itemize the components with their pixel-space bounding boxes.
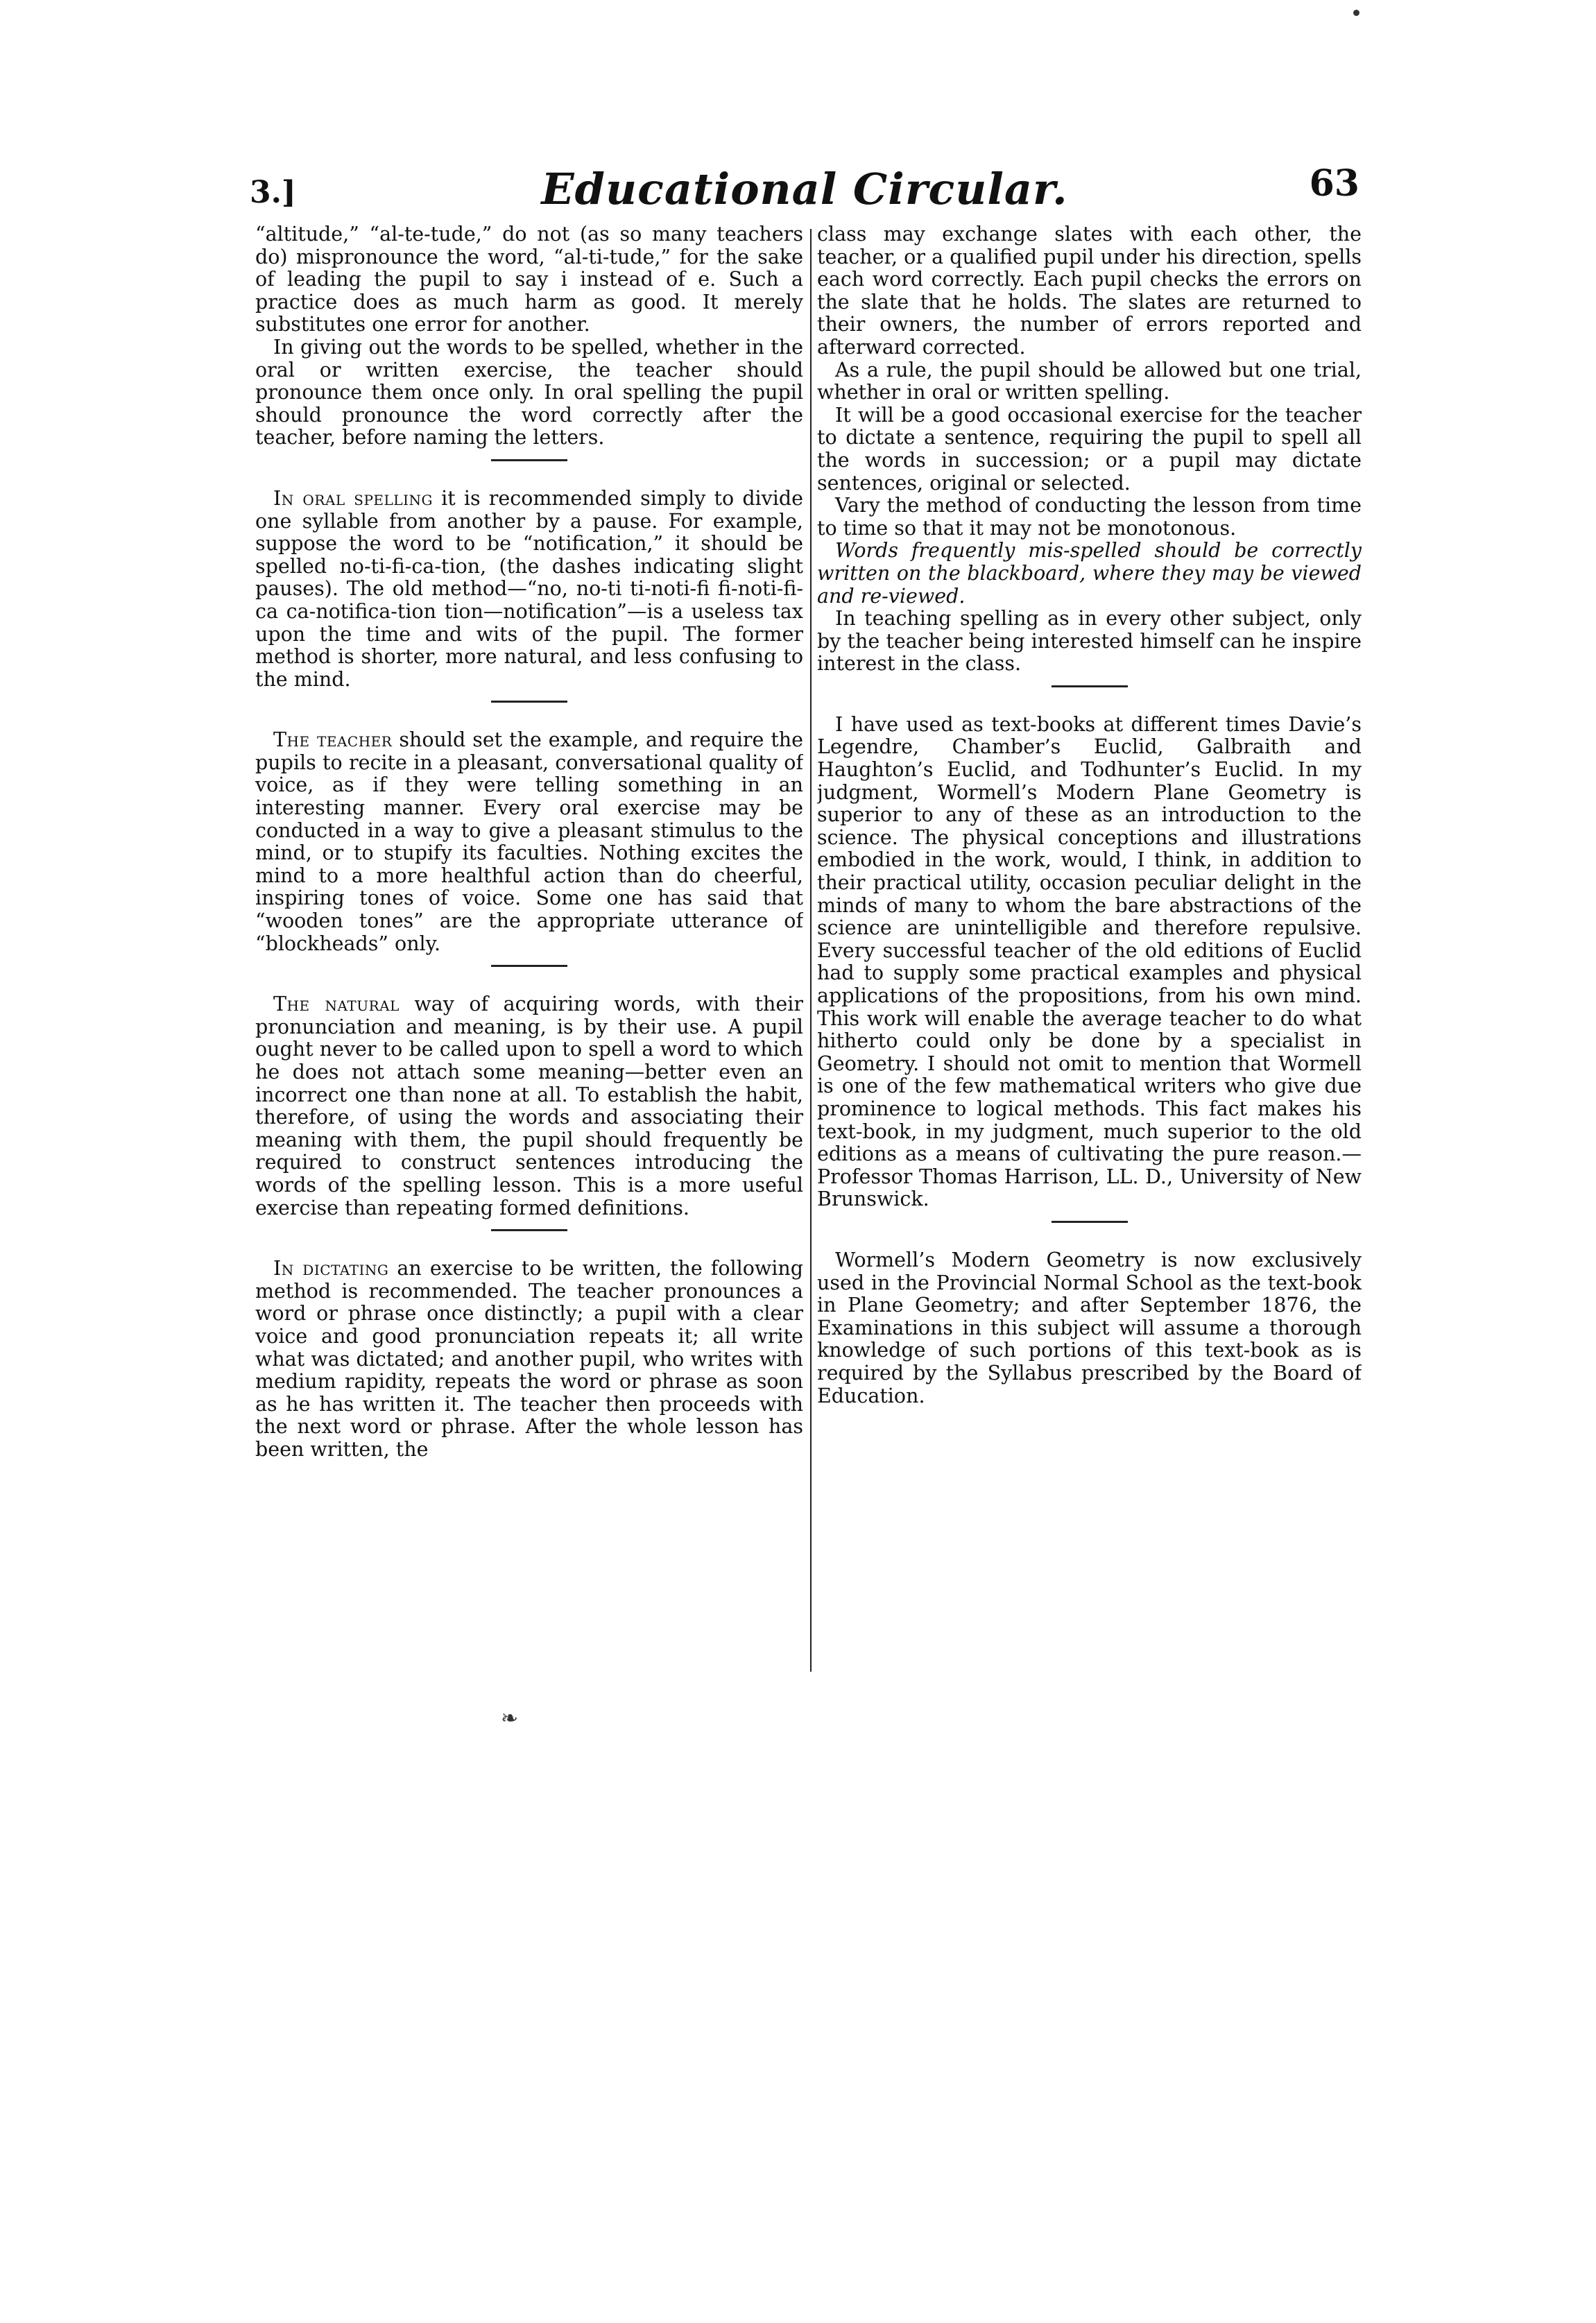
paragraph: In giving out the words to be spelled, whether in the oral or written exercise, the teacher should pronounce them once only. In oral spelling the pupil should pronounce the word correctly after the teacher, before naming the letters. [255, 335, 803, 449]
paragraph: “altitude,” “al-te-tude,” do not (as so many teachers do) mispronounce the word, “al-ti-tude,” for the sake of leading the pupil to say i instead of e. Such a practice does as much harm as good. It merely substitutes one error for another. [255, 223, 803, 336]
section-rule [491, 1229, 567, 1231]
paragraph: As a rule, the pupil should be allowed but one trial, whether in oral or written spelling. [817, 358, 1362, 404]
paragraph-oral-spelling [255, 488, 803, 691]
right-column [817, 223, 1362, 1680]
section-rule [491, 965, 567, 967]
paragraph-notice: Wormell’s Modern Geometry is now exclusively used in the Provincial Normal School as the text-book in Plane Geometry; and after September 1876, the Examinations in this subject will assume a thorough knowledge of such portions of this text-book as is required by the Syllabus prescribed by the Board of Education. [817, 1248, 1362, 1407]
page-title: Educational Circular. [541, 164, 1068, 214]
paragraph-lead: The teacher [273, 728, 393, 752]
column-divider [810, 229, 812, 1672]
paragraph-lead: In oral spelling [273, 486, 433, 510]
left-column [255, 223, 803, 1680]
page-header [250, 160, 1359, 222]
section-number: 3.] [250, 175, 296, 210]
paragraph: It will be a good occasional exercise for the teacher to dictate a sentence, requiring the pupil to spell all the words in succession; or a pupil may dictate sentences, original or selected. [817, 403, 1362, 495]
paragraph-teacher [255, 729, 803, 955]
paragraph: class may exchange slates with each other, the teacher, or a qualified pupil under his direction, spells each word correctly. Each pupil checks the errors on the slate that he holds. The slates are returned to their owners, the number of errors reported and afterward corrected. [817, 223, 1362, 359]
paragraph-lead: The natural [273, 993, 400, 1016]
paragraph: Vary the method of conducting the lesson from time to time so that it may not be monotonous. [817, 494, 1362, 540]
footer-ornament: ❧ [501, 1706, 519, 1731]
paragraph-italic: Words frequently mis-spelled should be correctly written on the blackboard, where they may be viewed and re-viewed. [817, 539, 1362, 608]
paragraph-body: it is recommended simply to divide one syllable from another by a pause. For example, suppose the word to be “notification,” it should be spelled no-ti-fi-ca-tion, (the dashes indicating slight pauses). The old method—“no, no-ti ti-noti-fi fi-noti-fi-ca ca-notifica-tion tion—notification”—is a useless tax upon the time and wits of the pupil. The former method is shorter, more natural, and less confusing to the mind. [255, 486, 803, 691]
section-rule [1052, 1221, 1128, 1223]
section-rule [491, 459, 567, 461]
paragraph-body: an exercise to be written, the following method is recommended. The teacher pronounces a word or phrase once distinctly; a pupil with a clear voice and good pronunciation repeats it; all write what was dictated; and another pupil, who writes with medium rapidity, repeats the word or phrase as soon as he has written it. The teacher then proceeds with the next word or phrase. After the whole lesson has been written, the [255, 1257, 803, 1461]
section-rule [1052, 685, 1128, 687]
paragraph: In teaching spelling as in every other subject, only by the teacher being interested himself can he inspire interest in the class. [817, 607, 1362, 676]
section-rule [491, 701, 567, 703]
paragraph-body: way of acquiring words, with their pronunciation and meaning, is by their use. A pupil ought never to be called upon to spell a word to which he does not attach some meaning—better even an incorrect one than none at all. To establish the habit, therefore, of using the words and associating their meaning with them, the pupil should frequently be required to construct sentences introducing the words of the spelling lesson. This is a more useful exercise than repeating formed definitions. [255, 993, 803, 1219]
page-number: 63 [1309, 162, 1359, 205]
paragraph-testimonial: I have used as text-books at different times Davie’s Legendre, Chamber’s Euclid, Galbraith and Haughton’s Euclid, and Todhunter’s Euclid. In my judgment, Wormell’s Modern Plane Geometry is superior to any of these as an introduction to the science. The physical conceptions and illustrations embodied in the work, would, I think, in addition to their practical utility, occasion peculiar delight in the minds of many to whom the bare abstractions of the science are unintelligible and therefore repulsive. Every successful teacher of the old editions of Euclid had to supply some practical examples and physical applications of the propositions, from his own mind. This work will enable the average teacher to do what hitherto could only be done by a specialist in Geometry. I should not omit to mention that Wormell is one of the few mathematical writers who give due prominence to logical methods. This fact makes his text-book, in my judgment, much superior to the old editions as a means of cultivating the pure reason.—Professor Thomas Harrison, LL. D., University of New Brunswick. [817, 712, 1362, 1211]
paragraph-lead: In dictating [273, 1257, 389, 1280]
paragraph-natural [255, 993, 803, 1219]
paragraph-body: should set the example, and require the pupils to recite in a pleasant, conversational quality of voice, as if they were telling something in an interesting manner. Every oral exercise may be conducted in a way to give a pleasant stimulus to the mind, or to stupify its faculties. Nothing excites the mind to a more healthful action than do cheerful, inspiring tones of voice. Some one has said that “wooden tones” are the appropriate utterance of “blockheads” only. [255, 728, 803, 955]
scan-speck [1353, 10, 1359, 16]
paragraph-dictating [255, 1258, 803, 1461]
